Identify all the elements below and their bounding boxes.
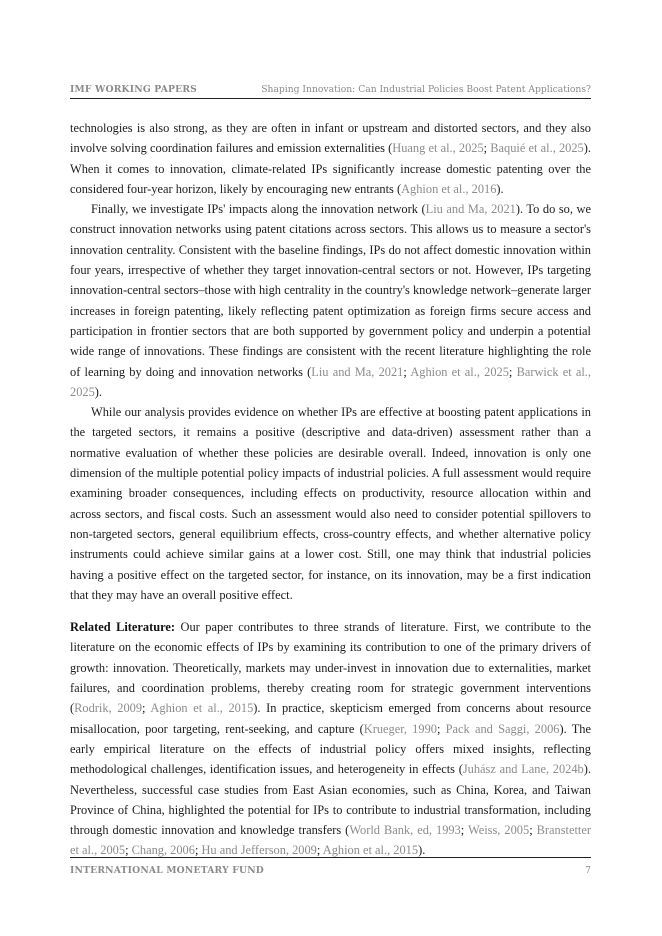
footer-rule: [70, 857, 591, 858]
citation-link[interactable]: Weiss, 2005: [468, 823, 530, 838]
citation-link[interactable]: World Bank, ed, 1993: [349, 823, 461, 838]
text-run: ).: [94, 384, 103, 399]
text-run: ;: [125, 843, 132, 858]
running-header: [70, 84, 591, 98]
text-run: ;: [529, 823, 537, 838]
paragraph: [70, 199, 591, 402]
text-run: ;: [483, 141, 491, 156]
text-run: ;: [436, 721, 446, 736]
body-text: [70, 118, 591, 861]
running-title: Shaping Innovation: Can Industrial Policies Boost Patent Applications?: [261, 84, 591, 95]
text-run: ).: [418, 843, 426, 858]
page-number: 7: [585, 865, 591, 876]
text-run: ). To do so, we construct innovation networks using patent citations across sectors. This allows us to measure a sector's innovation centrality. Consistent with the baseline findings, IPs do not affect domestic innovation within four years, irrespective of whether they target innovation-central sectors or not. However, IPs targeting innovation-central sectors–those with high centrality in the country's knowledge network–generate larger increases in foreign patenting, likely reflecting patent optimization as foreign firms secure access and participation in frontier sectors that are both supported by government policy and underpin a potential wide range of innovations. These findings are consistent with the recent literature highlighting the role of learning by doing and innovation networks (: [70, 202, 591, 379]
text-run: ). Nevertheless, successful case studies from East Asian economies, such as China, Korea, and Taiwan Province of China, highlighted the potential for IPs to contribute to industrial transformation, including through domestic innovation and knowledge transfers (: [70, 762, 591, 838]
text-run: ;: [460, 823, 469, 838]
citation-link[interactable]: Barwick et al., 2025: [70, 364, 591, 399]
citation-link[interactable]: Liu and Ma, 2021: [311, 364, 404, 379]
text-run: ;: [316, 843, 323, 858]
citation-link[interactable]: Krueger, 1990: [363, 721, 437, 736]
header-rule: [70, 98, 591, 99]
text-run: ;: [142, 701, 151, 716]
text-run: ;: [403, 364, 411, 379]
text-run: ). The early empirical literature on the effects of industrial policy offers mixed insights, reflecting methodological challenges, identification issues, and heterogeneity in effects (: [70, 721, 591, 777]
citation-link[interactable]: Rodrik, 2009: [74, 701, 143, 716]
citation-link[interactable]: Aghion et al., 2016: [401, 181, 497, 196]
citation-link[interactable]: Huang et al., 2025: [392, 141, 484, 156]
section-runin-heading: Related Literature:: [70, 620, 176, 635]
text-run: technologies is also strong, as they are often in infant or upstream and distorted sectors, and they also involve solving coordination failures and emission externalities (: [70, 121, 591, 156]
text-run: ;: [508, 364, 517, 379]
paragraph: [70, 402, 591, 605]
text-run: Finally, we investigate IPs' impacts along the innovation network (: [91, 202, 426, 217]
paragraph: [70, 118, 591, 199]
text-run: ).: [496, 181, 504, 196]
citation-link[interactable]: Pack and Saggi, 2006: [445, 721, 560, 736]
citation-link[interactable]: Baquié et al., 2025: [490, 141, 584, 156]
citation-link[interactable]: Aghion et al., 2015: [150, 701, 254, 716]
citation-link[interactable]: Liu and Ma, 2021: [425, 202, 516, 217]
text-run: Our paper contributes to three strands of literature. First, we contribute to the literature on the economic effects of IPs by examining its contribution to one of the primary drivers of growth: innovation. Theoretically, markets may under-invest in innovation due to externalities, market failures, and coordination problems, thereby creating room for strategic government interventions (: [70, 620, 591, 716]
text-run: ). When it comes to innovation, climate-related IPs significantly increase domestic patenting over the considered four-year horizon, likely by encouraging new entrants (: [70, 141, 591, 196]
text-run: ). In practice, skepticism emerged from concerns about resource misallocation, poor targeting, rent-seeking, and capture (: [70, 701, 592, 736]
paragraph: [70, 617, 591, 861]
citation-link[interactable]: Aghion et al., 2015: [322, 843, 419, 858]
series-title: IMF WORKING PAPERS: [70, 84, 198, 95]
citation-link[interactable]: Juhász and Lane, 2024b: [462, 762, 584, 777]
citation-link[interactable]: Hu and Jefferson, 2009: [201, 843, 317, 858]
publisher-name: INTERNATIONAL MONETARY FUND: [70, 865, 264, 876]
citation-link[interactable]: Branstetter et al., 2005: [70, 823, 592, 858]
citation-link[interactable]: Aghion et al., 2025: [410, 364, 509, 379]
citation-link[interactable]: Chang, 2006: [131, 843, 195, 858]
text-run: ;: [194, 843, 202, 858]
text-run: While our analysis provides evidence on whether IPs are effective at boosting patent applications in the targeted sectors, it remains a positive (descriptive and data-driven) assessment rather than a normative evaluation of whether these policies are desirable overall. Indeed, innovation is only one dimension of the multiple potential policy impacts of industrial policies. A full assessment would require examining broader consequences, including effects on productivity, resource allocation within and across sectors, and fiscal costs. Such an assessment would also need to consider potential spillovers to non-targeted sectors, general equilibrium effects, cross-country effects, and whether alternative policy instruments could achieve similar gains at a lower cost. Still, one may think that industrial policies having a positive effect on the targeted sector, for instance, on its innovation, may be a first indication that they may have an overall positive effect.: [70, 405, 591, 602]
